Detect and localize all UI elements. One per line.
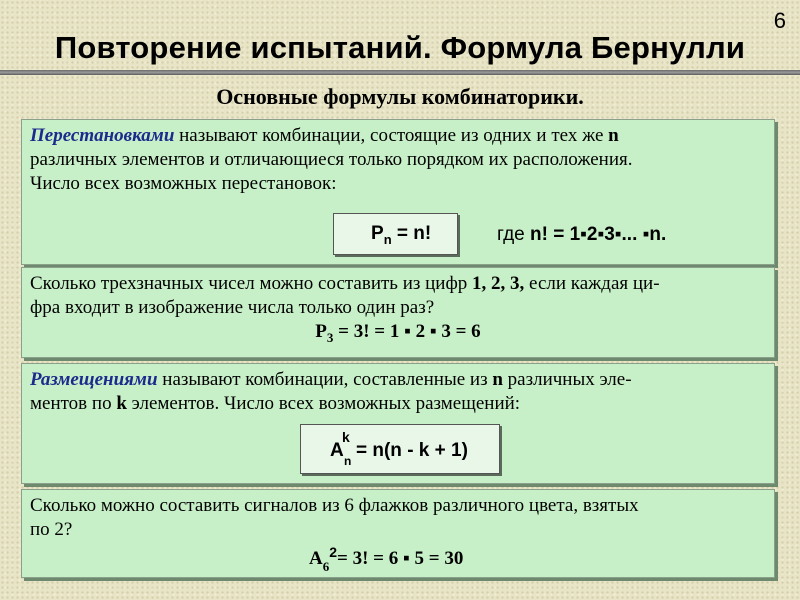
example1-text-b: если каждая ци- — [524, 273, 660, 294]
arrangements-formula-box — [300, 424, 500, 474]
arrangements-term: Размещениями — [30, 369, 158, 390]
slide-title: Повторение испытаний. Формула Бернулли — [54, 30, 746, 65]
answer2-rest: = 3! = 6 ▪ 5 = 30 — [337, 548, 464, 569]
formula-a-rest: = n(n - k + 1) — [356, 440, 468, 461]
permutations-example-box — [21, 267, 775, 358]
permutations-line-1-text: называют комбинации, состоящие из одних и тех же — [174, 125, 609, 146]
formula-p-rest: = n! — [391, 223, 432, 244]
arrangements-line-1 — [30, 368, 766, 392]
arrangements-n: n — [492, 369, 503, 390]
answer1-rest: = 3! = 1 ▪ 2 ▪ 3 = 6 — [333, 321, 481, 342]
answer2-a-symbol: A — [309, 548, 323, 569]
arrangements-line-1-text: называют комбинации, составленные из — [157, 369, 493, 390]
example2-line-1: Сколько можно составить сигналов из 6 флажков различного цвета, взятых — [30, 495, 639, 516]
arrangements-line-2 — [30, 392, 766, 416]
answer1-p-symbol: P — [315, 321, 327, 342]
permutations-formula-box — [333, 213, 458, 255]
answer1-p-subscript: 3 — [326, 329, 334, 345]
permutations-line-1 — [30, 124, 766, 148]
formula-p-subscript: n — [383, 231, 392, 247]
example1-line-2: фра входит в изображение числа только один раз? — [30, 297, 435, 318]
permutations-line-2: различных элементов и отличающиеся только порядком их расположения. — [30, 149, 633, 170]
formula-a-subscript: n — [344, 454, 352, 468]
example2-answer — [309, 544, 464, 574]
example1-digits: 1, 2, 3, — [472, 273, 525, 294]
arrangements-line-2-start: ментов по — [30, 393, 117, 414]
formula-a-symbol: A — [330, 440, 344, 461]
factorial-where-label: где — [497, 224, 531, 245]
factorial-formula: n! = 1▪2▪3▪... ▪n. — [530, 224, 667, 245]
answer2-a-subscript: 6 — [322, 559, 330, 574]
permutations-line-3: Число всех возможных перестановок: — [30, 173, 337, 194]
formula-a-superscript: k — [342, 429, 350, 445]
example2-line-2: по 2? — [30, 519, 73, 540]
arrangements-line-1-end: различных эле- — [502, 369, 632, 390]
arrangements-line-2-end: элементов. Число всех возможных размещений: — [126, 393, 521, 414]
slide-subtitle: Основные формулы комбинаторики. — [216, 84, 584, 109]
permutations-term: Перестановками — [30, 125, 175, 146]
arrangements-k: k — [116, 393, 127, 414]
example1-text-a: Сколько трехзначных чисел можно составить из цифр — [30, 273, 473, 294]
example1-answer — [30, 320, 766, 350]
permutations-formula — [371, 223, 431, 247]
example1-line-1 — [30, 272, 766, 296]
permutations-n: n — [608, 125, 619, 146]
answer2-a-superscript: 2 — [329, 544, 338, 560]
factorial-definition — [497, 224, 666, 246]
slide-number: 6 — [773, 8, 786, 33]
arrangements-example-box — [21, 489, 775, 578]
title-divider — [0, 70, 800, 75]
formula-p-symbol: P — [371, 223, 384, 244]
